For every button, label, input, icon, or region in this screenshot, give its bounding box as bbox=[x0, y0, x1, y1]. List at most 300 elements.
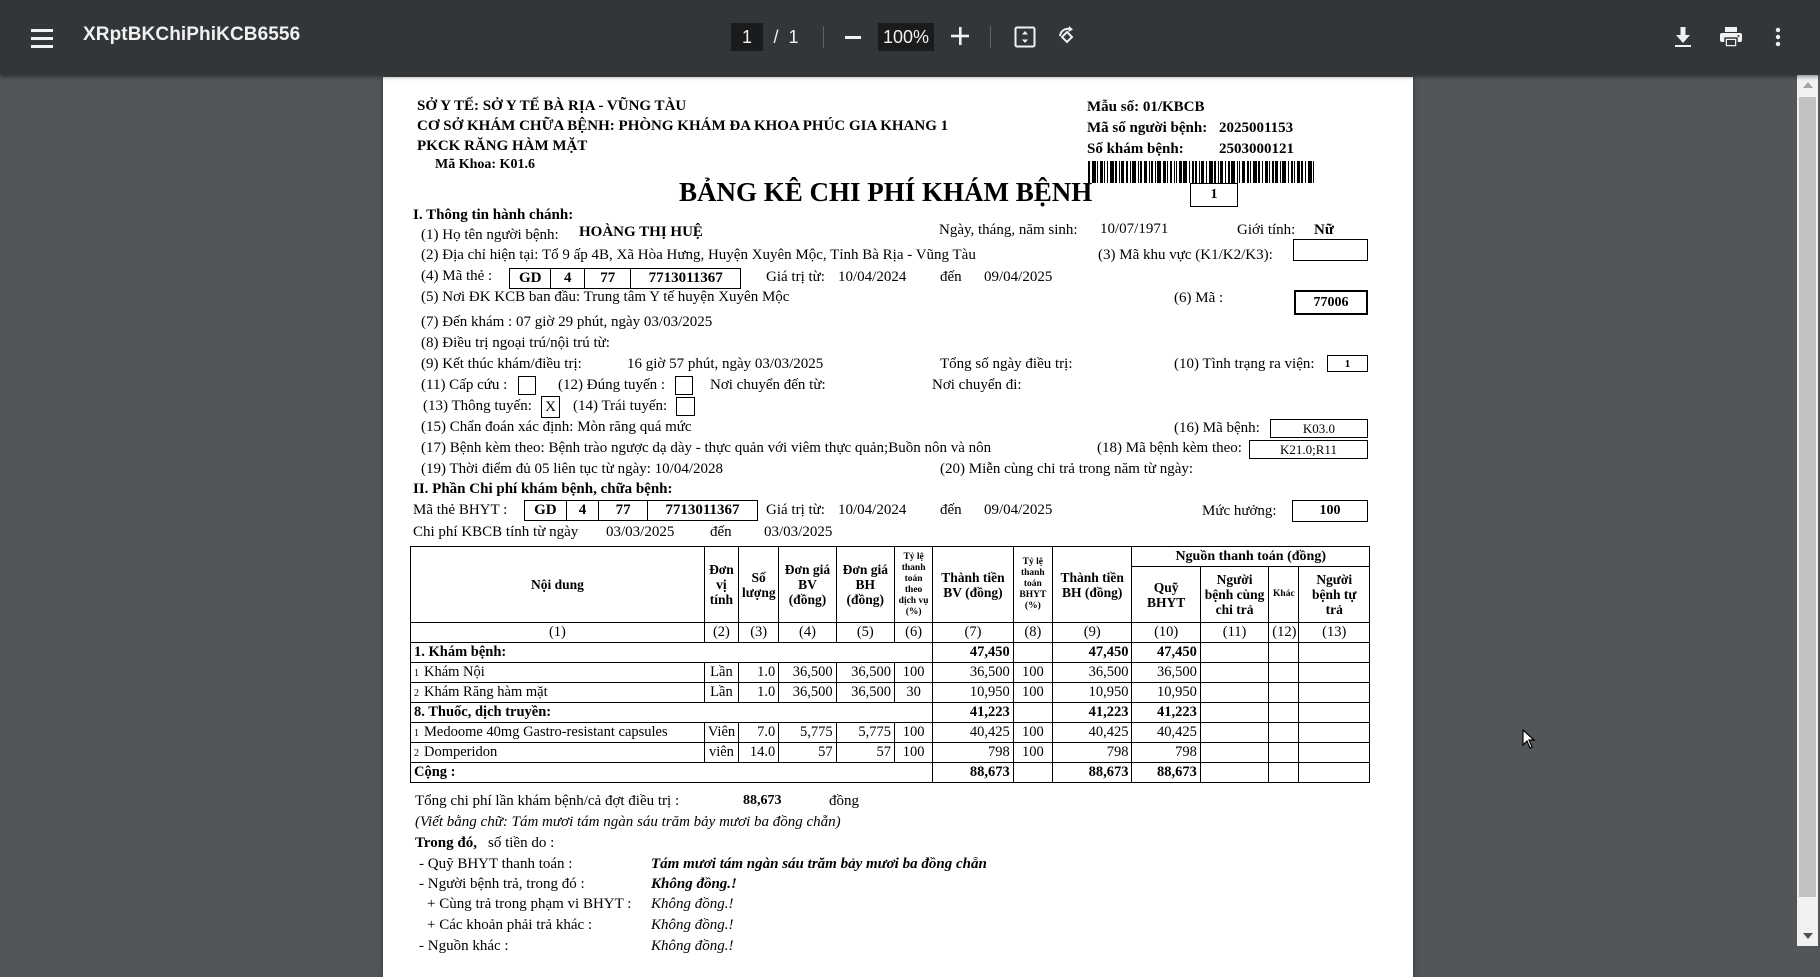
item-don-gia-bv: 57 bbox=[779, 743, 836, 763]
barcode-bar bbox=[1209, 161, 1213, 183]
col-so-luong: Số lượng bbox=[739, 547, 779, 623]
ma-benh-kem-box: K21.0;R11 bbox=[1249, 440, 1368, 459]
table-cell bbox=[1200, 703, 1268, 723]
column-number: (4) bbox=[779, 623, 836, 643]
table-cell bbox=[1013, 763, 1052, 783]
document-title-heading: BẢNG KÊ CHI PHÍ KHÁM BỆNH bbox=[679, 177, 1093, 207]
zoom-out-icon bbox=[845, 36, 861, 39]
tong-chi-phi: 88,673 bbox=[743, 793, 782, 808]
thong-tuyen-label: (13) Thông tuyến: bbox=[423, 398, 532, 414]
column-number: (1) bbox=[411, 623, 705, 643]
item-khac bbox=[1269, 683, 1299, 703]
barcode-bar bbox=[1132, 161, 1136, 183]
item-cung-chi-tra bbox=[1200, 663, 1268, 683]
barcode-bar bbox=[1176, 161, 1177, 183]
ma-the-bhyt-part: 7713011367 bbox=[665, 502, 740, 518]
barcode-bar bbox=[1282, 161, 1286, 183]
quy-bhyt-label: - Quỹ BHYT thanh toán : bbox=[419, 856, 573, 872]
barcode-bar bbox=[1218, 161, 1219, 183]
col-cung-chi-tra: Người bệnh cùng chi trả bbox=[1200, 567, 1268, 623]
barcode-bar bbox=[1262, 161, 1263, 183]
barcode-bar bbox=[1214, 161, 1216, 183]
item-quy-bhyt: 798 bbox=[1132, 743, 1200, 763]
trai-tuyen-label: (14) Trái tuyến: bbox=[573, 398, 668, 414]
menu-icon-bar bbox=[31, 37, 53, 40]
ho-ten: HOÀNG THỊ HUỆ bbox=[579, 224, 703, 240]
barcode-bar bbox=[1189, 161, 1190, 183]
barcode-bar bbox=[1206, 161, 1207, 183]
item-tu-tra bbox=[1299, 683, 1370, 703]
column-number-row bbox=[411, 623, 1370, 643]
ma-the-part: GD bbox=[510, 269, 551, 288]
col-thanh-tien-bv: Thành tiền BV (đồng) bbox=[933, 547, 1014, 623]
more-options-button[interactable] bbox=[1763, 20, 1793, 54]
toolbar-divider bbox=[990, 26, 991, 48]
ma-nguoi-benh: 2025001153 bbox=[1219, 120, 1294, 136]
dia-chi: (2) Địa chỉ hiện tại: Tổ 9 ấp 4B, Xã Hòa Hưng, Huyện Xuyên Mộc, Tỉnh Bà Rịa - Vũng Tàu bbox=[421, 247, 976, 263]
gia-tri-den: 09/04/2025 bbox=[984, 269, 1053, 285]
chi-phi-den-label: đến bbox=[710, 524, 732, 540]
cung-tra-label: + Cùng trả trong phạm vi BHYT : bbox=[427, 896, 632, 912]
col-ty-le-bhyt: Tỷ lệ thanh toán BHYT (%) bbox=[1013, 547, 1052, 623]
barcode-bar bbox=[1115, 161, 1117, 183]
table-cell bbox=[1013, 703, 1052, 723]
menu-icon bbox=[31, 29, 53, 32]
nguon-khac-label: - Nguồn khác : bbox=[419, 938, 509, 954]
table-cell bbox=[1299, 643, 1370, 663]
barcode-bar bbox=[1228, 161, 1230, 183]
item-ty-le-bhyt: 100 bbox=[1013, 743, 1052, 763]
group-quy-bhyt: 41,223 bbox=[1132, 703, 1200, 723]
scroll-up-button[interactable] bbox=[1797, 75, 1818, 95]
group-thanh-tien-bh: 47,450 bbox=[1052, 643, 1131, 663]
total-thanh-tien-bv: 88,673 bbox=[933, 763, 1014, 783]
barcode-bar bbox=[1144, 161, 1147, 183]
column-number: (8) bbox=[1013, 623, 1052, 643]
barcode-bar bbox=[1253, 161, 1257, 183]
column-number: (9) bbox=[1052, 623, 1131, 643]
tong-so-ngay-label: Tổng số ngày điều trị: bbox=[940, 356, 1073, 372]
noi-dk-kcb: (5) Nơi ĐK KCB ban đầu: Trung tâm Y tế huyện Xuyên Mộc bbox=[421, 289, 790, 305]
tinh-trang-ra-vien-label: (10) Tình trạng ra viện: bbox=[1174, 356, 1315, 372]
item-thanh-tien-bv: 10,950 bbox=[933, 683, 1014, 703]
mouse-cursor-icon bbox=[1522, 729, 1536, 749]
table-cell bbox=[1269, 643, 1299, 663]
rotate-icon bbox=[1055, 25, 1079, 49]
column-number: (7) bbox=[933, 623, 1014, 643]
scrollbar-thumb[interactable] bbox=[1799, 97, 1816, 897]
quy-bhyt-value: Tám mươi tám ngàn sáu trăm bảy mươi ba đồng chẵn bbox=[651, 856, 987, 872]
barcode-bar bbox=[1104, 161, 1105, 183]
col-don-gia-bv: Đơn giá BV (đồng) bbox=[779, 547, 836, 623]
barcode-bar bbox=[1242, 161, 1245, 183]
table-cell bbox=[1299, 703, 1370, 723]
table-cell bbox=[1269, 763, 1299, 783]
ma6-box: 77006 bbox=[1294, 290, 1368, 315]
barcode-bar bbox=[1155, 161, 1156, 183]
rotate-button[interactable] bbox=[1050, 20, 1084, 54]
barcode-bar bbox=[1250, 161, 1251, 183]
menu-icon-bar bbox=[31, 45, 53, 48]
so-kham-benh-label: Số khám bệnh: bbox=[1087, 141, 1184, 157]
gia-tri-tu: 10/04/2024 bbox=[838, 269, 907, 285]
barcode-bar bbox=[1119, 161, 1120, 183]
barcode-bar bbox=[1138, 161, 1139, 183]
item-quy-bhyt: 40,425 bbox=[1132, 723, 1200, 743]
col-don-vi: Đơn vị tính bbox=[704, 547, 738, 623]
bhyt-den-label: đến bbox=[940, 502, 962, 518]
menu-button[interactable] bbox=[26, 22, 58, 54]
barcode-bar bbox=[1174, 161, 1175, 183]
fit-to-page-button[interactable] bbox=[1010, 22, 1040, 52]
ma-benh-label: (16) Mã bệnh: bbox=[1174, 420, 1260, 436]
ma-the-card bbox=[509, 268, 741, 289]
dung-tuyen-label: (12) Đúng tuyến : bbox=[558, 377, 666, 393]
item-name-cell bbox=[411, 743, 705, 763]
item-thanh-tien-bh: 10,950 bbox=[1052, 683, 1131, 703]
noi-chuyen-di-label: Nơi chuyển đi: bbox=[932, 377, 1022, 393]
ma-khoa: Mã Khoa: K01.6 bbox=[435, 157, 535, 172]
item-khac bbox=[1269, 743, 1299, 763]
table-cell bbox=[1013, 643, 1052, 663]
barcode-bar bbox=[1247, 161, 1249, 183]
item-unit: viên bbox=[704, 743, 738, 763]
vertical-scrollbar[interactable] bbox=[1797, 75, 1818, 946]
col-nguon-thanh-toan: Nguồn thanh toán (đồng) bbox=[1132, 547, 1370, 567]
print-button[interactable] bbox=[1714, 20, 1748, 54]
download-icon bbox=[1673, 26, 1693, 48]
barcode-bar bbox=[1199, 161, 1200, 183]
barcode-bar bbox=[1170, 161, 1172, 183]
total-quy-bhyt: 88,673 bbox=[1132, 763, 1200, 783]
ma-the-part: 77 bbox=[585, 269, 631, 288]
item-unit: Viên bbox=[704, 723, 738, 743]
so-kham-benh: 2503000121 bbox=[1219, 141, 1294, 157]
zoom-in-button[interactable] bbox=[945, 20, 975, 52]
ma-nguoi-benh-label: Mã số người bệnh: bbox=[1087, 120, 1208, 136]
barcode-bar bbox=[1149, 161, 1150, 183]
item-tu-tra bbox=[1299, 663, 1370, 683]
item-ty-le-dv: 100 bbox=[894, 663, 932, 683]
arrow-down-icon bbox=[1803, 933, 1813, 939]
tong-dong: đồng bbox=[829, 793, 859, 809]
item-don-gia-bh: 36,500 bbox=[836, 663, 894, 683]
ngay-sinh-label: Ngày, tháng, năm sinh: bbox=[939, 222, 1078, 238]
item-thanh-tien-bh: 798 bbox=[1052, 743, 1131, 763]
barcode-bar bbox=[1294, 161, 1295, 183]
tinh-trang-ra-vien-box: 1 bbox=[1327, 355, 1368, 372]
item-index: 1 bbox=[414, 667, 419, 679]
barcode-bar bbox=[1107, 161, 1108, 183]
ma6-label: (6) Mã : bbox=[1174, 290, 1224, 306]
total-label: Cộng : bbox=[411, 763, 933, 783]
barcode-bar bbox=[1183, 161, 1187, 183]
item-name-cell bbox=[411, 663, 705, 683]
section2-heading: II. Phần Chi phí khám bệnh, chữa bệnh: bbox=[413, 481, 673, 497]
col-khac: Khác bbox=[1269, 567, 1299, 623]
table-cell bbox=[1299, 763, 1370, 783]
item-ty-le-bhyt: 100 bbox=[1013, 663, 1052, 683]
pdf-toolbar bbox=[0, 0, 1820, 75]
item-ty-le-dv: 30 bbox=[894, 683, 932, 703]
barcode-bar bbox=[1140, 161, 1142, 183]
column-number: (11) bbox=[1200, 623, 1268, 643]
item-index: 2 bbox=[414, 747, 419, 759]
document-title: XRptBKChiPhiKCB6556 bbox=[83, 24, 301, 45]
muc-huong-label: Mức hưởng: bbox=[1202, 503, 1277, 519]
scroll-down-button[interactable] bbox=[1797, 926, 1818, 946]
trong-do: Trong đó, bbox=[415, 835, 477, 851]
barcode-bar bbox=[1192, 161, 1194, 183]
cap-cuu-label: (11) Cấp cứu : bbox=[421, 377, 508, 393]
thoi-diem-5-nam: (19) Thời điểm đủ 05 liên tục từ ngày: 10/04/2028 bbox=[421, 461, 723, 477]
barcode-bar bbox=[1239, 161, 1240, 183]
fit-page-icon bbox=[1014, 26, 1036, 48]
page-box: 1 bbox=[1190, 183, 1238, 207]
total-row bbox=[411, 763, 1370, 783]
column-number: (13) bbox=[1299, 623, 1370, 643]
barcode-bar bbox=[1130, 161, 1131, 183]
group-row bbox=[411, 643, 1370, 663]
thong-tuyen-checkbox: X bbox=[541, 396, 560, 418]
table-cell bbox=[1269, 703, 1299, 723]
bang-chu: (Viết bằng chữ: Tám mươi tám ngàn sáu trăm bảy mươi ba đồng chẵn) bbox=[415, 814, 841, 830]
ma-the-part: 7713011367 bbox=[648, 270, 723, 286]
ma-the-bhyt-card bbox=[524, 500, 758, 521]
ma-the-bhyt-part: 77 bbox=[599, 501, 648, 520]
item-qty: 1.0 bbox=[739, 663, 779, 683]
ma-khu-vuc-label: (3) Mã khu vực (K1/K2/K3): bbox=[1098, 247, 1273, 263]
item-don-gia-bh: 5,775 bbox=[836, 723, 894, 743]
den-kham: (7) Đến khám : 07 giờ 29 phút, ngày 03/03/2025 bbox=[421, 314, 713, 330]
barcode-bar bbox=[1201, 161, 1204, 183]
barcode-bar bbox=[1163, 161, 1166, 183]
page-total-value: 1 bbox=[788, 26, 799, 47]
item-thanh-tien-bv: 36,500 bbox=[933, 663, 1014, 683]
tong-chi-phi-label: Tổng chi phí lần khám bệnh/cả đợt điều trị : bbox=[415, 793, 680, 809]
total-thanh-tien-bh: 88,673 bbox=[1052, 763, 1131, 783]
section1-heading: I. Thông tin hành chánh: bbox=[413, 207, 574, 223]
item-name-cell bbox=[411, 683, 705, 703]
col-quy-bhyt: Quỹ BHYT bbox=[1132, 567, 1200, 623]
ma-benh-box: K03.0 bbox=[1270, 419, 1368, 438]
ma-benh-kem-label: (18) Mã bệnh kèm theo: bbox=[1097, 440, 1242, 456]
ket-thuc: 16 giờ 57 phút, ngày 03/03/2025 bbox=[627, 356, 824, 372]
barcode-bar bbox=[1167, 161, 1168, 183]
group-thanh-tien-bv: 41,223 bbox=[933, 703, 1014, 723]
mien-cung-chi-tra: (20) Miễn cùng chi trả trong năm từ ngày: bbox=[940, 461, 1194, 477]
barcode-bar bbox=[1157, 161, 1161, 183]
chi-phi-tu-label: Chi phí KBCB tính từ ngày bbox=[413, 524, 579, 540]
dung-tuyen-checkbox bbox=[675, 376, 693, 395]
item-thanh-tien-bv: 798 bbox=[933, 743, 1014, 763]
table-row bbox=[411, 743, 1370, 763]
item-thanh-tien-bh: 40,425 bbox=[1052, 723, 1131, 743]
barcode-bar bbox=[1126, 161, 1128, 183]
item-cung-chi-tra bbox=[1200, 683, 1268, 703]
item-name-cell bbox=[411, 723, 705, 743]
ma-the-label: (4) Mã thẻ : bbox=[421, 268, 493, 284]
column-number: (6) bbox=[894, 623, 932, 643]
group-row bbox=[411, 703, 1370, 723]
barcode-bar bbox=[1121, 161, 1124, 183]
khoan-khac-value: Không đồng.! bbox=[651, 917, 734, 933]
group-title: 8. Thuốc, dịch truyền: bbox=[411, 703, 933, 723]
toolbar-divider bbox=[823, 26, 824, 48]
item-name: Domperidon bbox=[424, 743, 498, 760]
gioi-tinh-label: Giới tính: bbox=[1237, 222, 1296, 238]
pdf-page bbox=[383, 77, 1413, 977]
barcode-bar bbox=[1308, 161, 1312, 183]
zoom-in-icon bbox=[951, 27, 969, 45]
bhyt-gia-tri-tu: 10/04/2024 bbox=[838, 502, 907, 518]
muc-huong-box: 100 bbox=[1292, 500, 1368, 522]
so-y-te: SỞ Y TẾ: SỞ Y TẾ BÀ RỊA - VŨNG TÀU bbox=[417, 98, 687, 114]
group-title: 1. Khám bệnh: bbox=[411, 643, 933, 663]
item-qty: 14.0 bbox=[739, 743, 779, 763]
barcode-bar bbox=[1151, 161, 1153, 183]
item-don-gia-bv: 36,500 bbox=[779, 663, 836, 683]
dieu-tri-ngoai-tru: (8) Điều trị ngoại trú/nội trú từ: bbox=[421, 335, 610, 351]
print-icon bbox=[1719, 26, 1743, 48]
nguoi-benh-tra-value: Không đồng.! bbox=[651, 876, 737, 892]
noi-chuyen-den-label: Nơi chuyển đến từ: bbox=[710, 377, 826, 393]
table-row bbox=[411, 723, 1370, 743]
column-number: (3) bbox=[739, 623, 779, 643]
bhyt-gia-tri-den: 09/04/2025 bbox=[984, 502, 1053, 518]
col-thanh-tien-bh: Thành tiền BH (đồng) bbox=[1052, 547, 1131, 623]
barcode-bar bbox=[1265, 161, 1268, 183]
item-tu-tra bbox=[1299, 743, 1370, 763]
cung-tra-value: Không đồng.! bbox=[651, 896, 734, 912]
cost-table bbox=[410, 546, 1370, 783]
item-cung-chi-tra bbox=[1200, 743, 1268, 763]
item-ty-le-dv: 100 bbox=[894, 743, 932, 763]
barcode-bar bbox=[1110, 161, 1114, 183]
khoan-khac-label: + Các khoản phải trả khác : bbox=[427, 917, 593, 933]
barcode-bar bbox=[1225, 161, 1226, 183]
col-ty-le-dv: Tỷ lệ thanh toán theo dịch vụ (%) bbox=[894, 547, 932, 623]
column-number: (10) bbox=[1132, 623, 1200, 643]
column-number: (5) bbox=[836, 623, 894, 643]
trai-tuyen-checkbox bbox=[676, 397, 695, 416]
arrow-up-icon bbox=[1803, 82, 1813, 88]
gia-tri-tu-label: Giá trị từ: bbox=[766, 269, 825, 285]
barcode-bar bbox=[1288, 161, 1289, 183]
barcode-bar bbox=[1237, 161, 1238, 183]
item-unit: Lần bbox=[704, 683, 738, 703]
chi-phi-tu: 03/03/2025 bbox=[606, 524, 675, 540]
table-row bbox=[411, 663, 1370, 683]
ma-khu-vuc-box bbox=[1293, 239, 1368, 261]
item-khac bbox=[1269, 663, 1299, 683]
zoom-level-input[interactable]: 100% bbox=[878, 23, 934, 51]
barcode-bar bbox=[1291, 161, 1293, 183]
barcode-bar bbox=[1100, 161, 1103, 183]
ma-the-part: 4 bbox=[551, 269, 585, 288]
den-label: đến bbox=[940, 269, 962, 285]
item-don-gia-bv: 5,775 bbox=[779, 723, 836, 743]
barcode-bar bbox=[1220, 161, 1223, 183]
nguoi-benh-tra-label: - Người bệnh trả, trong đó : bbox=[419, 876, 585, 892]
group-thanh-tien-bh: 41,223 bbox=[1052, 703, 1131, 723]
nguon-khac-value: Không đồng.! bbox=[651, 938, 734, 954]
page-separator: / bbox=[773, 26, 779, 47]
khoa: PKCK RĂNG HÀM MẶT bbox=[417, 138, 588, 154]
barcode-bar bbox=[1305, 161, 1306, 183]
item-quy-bhyt: 10,950 bbox=[1132, 683, 1200, 703]
ket-thuc-label: (9) Kết thúc khám/điều trị: bbox=[421, 356, 582, 372]
item-ty-le-dv: 100 bbox=[894, 723, 932, 743]
barcode-bar bbox=[1272, 161, 1274, 183]
item-index: 1 bbox=[414, 727, 419, 739]
barcode-bar bbox=[1275, 161, 1278, 183]
page-total bbox=[766, 23, 806, 51]
barcode-bar bbox=[1097, 161, 1098, 183]
barcode-bar bbox=[1269, 161, 1270, 183]
chi-phi-den: 03/03/2025 bbox=[764, 524, 833, 540]
item-name: Khám Nội bbox=[424, 663, 485, 680]
item-ty-le-bhyt: 100 bbox=[1013, 723, 1052, 743]
item-thanh-tien-bv: 40,425 bbox=[933, 723, 1014, 743]
item-cung-chi-tra bbox=[1200, 723, 1268, 743]
group-thanh-tien-bv: 47,450 bbox=[933, 643, 1014, 663]
ho-ten-label: (1) Họ tên người bệnh: bbox=[421, 227, 559, 243]
column-number: (2) bbox=[704, 623, 738, 643]
item-don-gia-bv: 36,500 bbox=[779, 683, 836, 703]
item-qty: 1.0 bbox=[739, 683, 779, 703]
ma-the-bhyt-label: Mã thẻ BHYT : bbox=[413, 502, 508, 518]
page-number-input[interactable]: 1 bbox=[731, 23, 763, 51]
barcode-bar bbox=[1179, 161, 1182, 183]
cap-cuu-checkbox bbox=[518, 376, 536, 395]
item-quy-bhyt: 36,500 bbox=[1132, 663, 1200, 683]
item-khac bbox=[1269, 723, 1299, 743]
ngay-sinh: 10/07/1971 bbox=[1100, 221, 1169, 237]
benh-kem-theo: (17) Bệnh kèm theo: Bệnh trào ngược dạ dày - thực quản với viêm thực quản;Buồn nôn và nôn bbox=[421, 440, 992, 456]
table-row bbox=[411, 683, 1370, 703]
gioi-tinh: Nữ bbox=[1314, 222, 1334, 238]
group-quy-bhyt: 47,450 bbox=[1132, 643, 1200, 663]
barcode-bar bbox=[1280, 161, 1281, 183]
item-ty-le-bhyt: 100 bbox=[1013, 683, 1052, 703]
item-don-gia-bh: 57 bbox=[836, 743, 894, 763]
barcode-bar bbox=[1301, 161, 1303, 183]
item-index: 2 bbox=[414, 687, 419, 699]
barcode-bar bbox=[1258, 161, 1260, 183]
table-cell bbox=[1200, 763, 1268, 783]
item-thanh-tien-bh: 36,500 bbox=[1052, 663, 1131, 683]
item-name: Medoome 40mg Gastro-resistant capsules bbox=[424, 723, 668, 740]
col-noi-dung: Nội dung bbox=[411, 547, 705, 623]
table-cell bbox=[1200, 643, 1268, 663]
download-button[interactable] bbox=[1668, 20, 1698, 54]
chan-doan: (15) Chẩn đoán xác định: Mòn răng quá mức bbox=[421, 419, 692, 435]
barcode-bar bbox=[1195, 161, 1197, 183]
barcode-bar bbox=[1313, 161, 1314, 183]
more-options-icon bbox=[1775, 27, 1781, 47]
item-don-gia-bh: 36,500 bbox=[836, 683, 894, 703]
barcode-bar bbox=[1231, 161, 1235, 183]
item-unit: Lần bbox=[704, 663, 738, 683]
ma-the-bhyt-part: 4 bbox=[567, 501, 600, 520]
so-tien-do: số tiền do : bbox=[488, 835, 555, 851]
item-qty: 7.0 bbox=[739, 723, 779, 743]
item-name: Khám Răng hàm mặt bbox=[424, 683, 548, 700]
col-tu-tra: Người bệnh tự trả bbox=[1299, 567, 1370, 623]
barcode bbox=[1088, 161, 1358, 183]
zoom-out-button[interactable] bbox=[838, 23, 868, 51]
